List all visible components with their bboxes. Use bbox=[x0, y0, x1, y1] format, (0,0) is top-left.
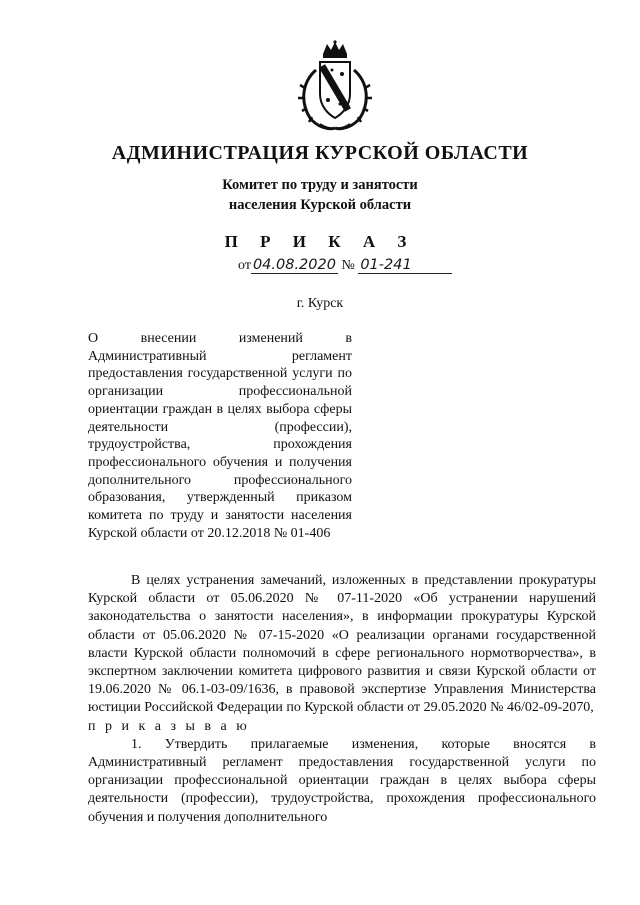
order-date: 04.08.2020 bbox=[252, 257, 336, 273]
order-subject: О внесении изменений в Административный регламент предоставления государственной услуги по организации профессиональной ориентации граждан в целях выбора сферы деятельности (профессии), трудоустройства, прохождения профессионального обучения и получения дополнительного профессионального образования, утвержденный приказом комитета по труду и занятости населения Курской области от 20.12.2018 № 01-406 bbox=[88, 331, 352, 541]
coat-of-arms-icon bbox=[296, 40, 374, 132]
city-name: г. Курск bbox=[296, 296, 344, 311]
committee-name bbox=[0, 175, 640, 215]
organization-title: АДМИНИСТРАЦИЯ КУРСКОЙ ОБЛАСТИ bbox=[111, 142, 529, 164]
order-heading: П Р И К А З bbox=[224, 232, 416, 251]
committee-line-2: населения Курской области bbox=[228, 197, 412, 213]
order-directive-word: п р и к а з ы в а ю bbox=[88, 718, 250, 734]
item-1-paragraph: 1. Утвердить прилагаемые изменения, которые вносятся в Административный регламент предоставления государственной услуги по организации профессиональной ориентации граждан в целях выбора сферы деятельности (профессии), трудоустройства, прохождения профессионального обучения и получения дополнительного bbox=[88, 736, 596, 825]
order-body bbox=[88, 572, 596, 827]
order-number: 01-241 bbox=[358, 257, 452, 274]
preamble-paragraph: В целях устранения замечаний, изложенных в представлении прокуратуры Курской области от 05.06.2020 № 07-11-2020 «Об устранении нарушений законодательства о занятости населения», в информации прокуратуры Курской области от 05.06.2020 № 07-15-2020 «О реализации органами государственной власти Курской области полномочий в сфере регионального нормотворчества», в экспертном заключении комитета цифрового развития и связи Курской области от 19.06.2020 № 06.1-03-09/1636, в правовой экспертизе Управления Министерства юстиции Российской Федерации по Курской области от 29.05.2020 № 46/02-09-2070, bbox=[88, 573, 596, 716]
from-label: от bbox=[238, 258, 251, 273]
number-label: № bbox=[341, 258, 355, 273]
order-date-number-line bbox=[238, 257, 458, 274]
committee-line-1: Комитет по труду и занятости bbox=[222, 177, 418, 193]
